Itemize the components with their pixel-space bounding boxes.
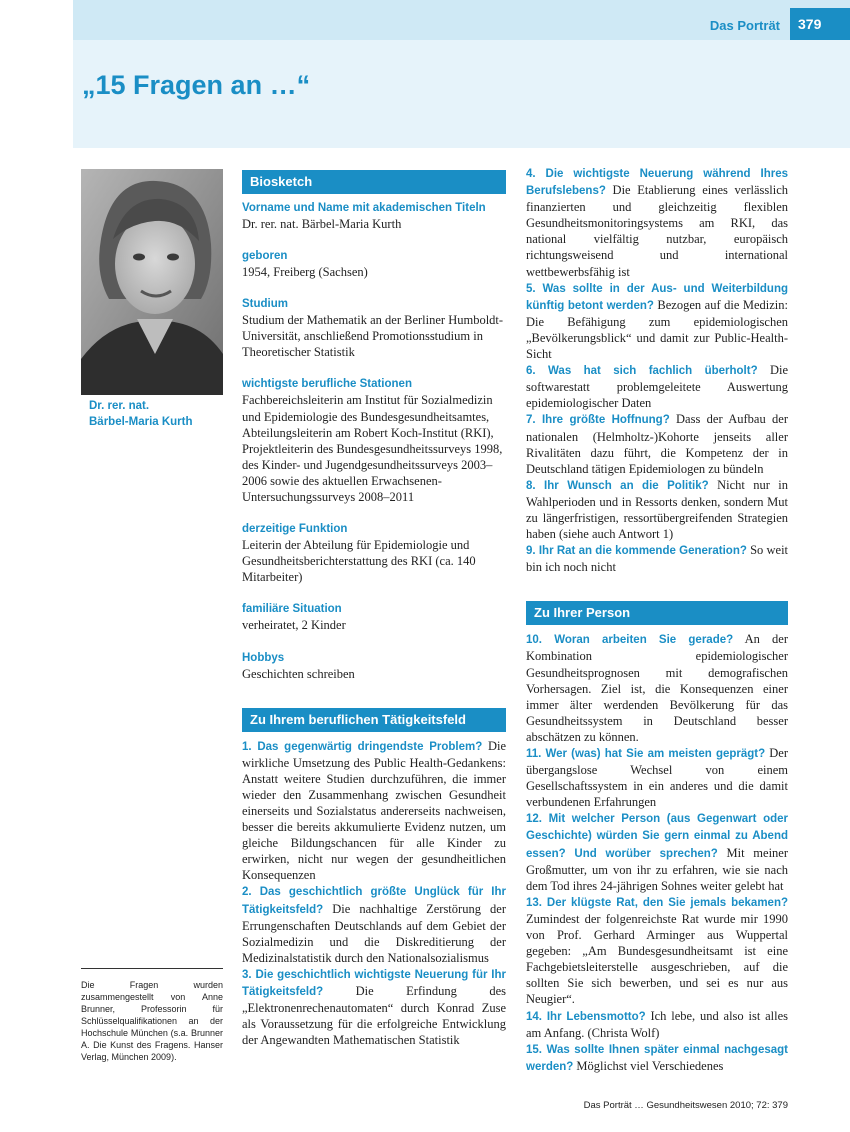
biosketch-field-label: wichtigste berufliche Stationen — [242, 378, 412, 391]
qa-question: 15. Was sollte Ihnen später einmal nachgesagt werden? — [526, 1043, 788, 1073]
qa-answer: So weit bin ich noch nicht — [526, 543, 789, 575]
qa-question: 8. Ihr Wunsch an die Politik? — [526, 479, 709, 492]
qa-item — [526, 1008, 788, 1041]
qa-item — [526, 745, 788, 810]
biosketch-field — [242, 200, 506, 232]
biosketch-field — [242, 521, 506, 585]
person-heading: Zu Ihrer Person — [526, 601, 788, 625]
qa-question: 14. Ihr Lebensmotto? — [526, 1010, 646, 1023]
biosketch-field — [242, 376, 506, 505]
taetigkeitsfeld-qa-list-continued — [526, 165, 788, 575]
biosketch-field-label: Hobbys — [242, 651, 285, 664]
qa-answer: Der übergangslose Wechsel von einem Gesellschaftssystem in ein anderes und die damit verbundenen Erfahrungen — [526, 746, 789, 810]
qa-question: 6. Was hat sich fachlich überholt? — [526, 365, 758, 378]
footnote-divider — [81, 968, 223, 969]
biosketch-field-label: Studium — [242, 298, 288, 311]
biosketch-field — [242, 650, 506, 682]
qa-answer: An der Kombination epidemiologischer Gesundheitsprognosen mit demografischen Vorhersagen. Ziel ist, die Konsequenzen einer immer älter werdenden Bevölkerung für das Gesundheitssystem in Deutschland besser abschätzen zu können. — [526, 632, 789, 744]
qa-item — [526, 631, 788, 745]
qa-answer: Nicht nur in Wahlperioden und in Ressorts denken, sondern Mut zu längerfristigen, ressortübergreifenden Strategien haben (siehe auch Antwort 1) — [526, 477, 788, 542]
qa-item — [526, 411, 788, 476]
photo-caption — [89, 398, 229, 430]
qa-item — [526, 165, 788, 280]
qa-answer: Bezogen auf die Medizin: Die Befähigung zum epidemiologischen „Bevölkerungsblick“ und damit zur Public-Health-Sicht — [526, 297, 789, 362]
qa-item — [526, 542, 788, 575]
qa-question: 5. Was sollte in der Aus- und Weiterbildung künftig betont werden? — [526, 282, 788, 312]
qa-answer: Mit meiner Großmutter, um von ihr zu erfahren, wie sie nach dem Tod ihres 24-jährigen Sohnes weiter gelebt hat — [526, 845, 788, 893]
qa-item — [526, 477, 788, 542]
qa-answer: Möglichst viel Verschiedenes — [576, 1058, 724, 1073]
qa-question: 1. Das gegenwärtig dringendste Problem? — [242, 740, 483, 753]
biosketch-field — [242, 248, 506, 280]
biosketch-heading: Biosketch — [242, 170, 506, 194]
biosketch-field-value: verheiratet, 2 Kinder — [242, 618, 346, 633]
qa-question: 13. Der klügste Rat, den Sie jemals bekamen? — [526, 896, 788, 909]
running-header-section: Das Porträt — [709, 18, 780, 33]
qa-question: 11. Wer (was) hat Sie am meisten geprägt? — [526, 748, 766, 760]
qa-item — [242, 883, 506, 965]
page-title: „15 Fragen an …“ — [82, 70, 311, 100]
portrait-photo — [81, 169, 223, 395]
photo-caption-title: Dr. rer. nat. — [89, 400, 150, 412]
page-footer: Das Porträt … Gesundheitswesen 2010; 72: 379 — [583, 1100, 788, 1111]
biosketch-field-value: Studium der Mathematik an der Berliner Humboldt-Universität, anschließend Promotionsstudium in Theoretischer Statistik — [242, 313, 504, 360]
taetigkeitsfeld-qa-list — [242, 738, 506, 1049]
portrait-illustration — [81, 169, 223, 395]
biosketch-field — [242, 296, 506, 360]
biosketch-field — [242, 601, 506, 633]
qa-item — [526, 810, 788, 893]
biosketch-field-value: Dr. rer. nat. Bärbel-Maria Kurth — [242, 217, 402, 231]
qa-item — [526, 362, 788, 411]
biosketch-field-value: Leiterin der Abteilung für Epidemiologie und Gesundheitsberichterstattung des RKI (ca. 140 Mitarbeiter) — [242, 538, 476, 585]
qa-item — [242, 966, 506, 1048]
biosketch-field-label: Vorname und Name mit akademischen Titeln — [242, 202, 486, 214]
photo-caption-name: Bärbel-Maria Kurth — [89, 416, 193, 428]
qa-answer: Ich lebe, und also ist alles am Anfang. (Christa Wolf) — [526, 1008, 788, 1040]
page-number: 379 — [790, 8, 850, 40]
qa-item — [526, 1041, 788, 1075]
middle-column — [242, 170, 506, 1048]
biosketch-field-value: Fachbereichsleiterin am Institut für Sozialmedizin und Epidemiologie des Bundesgesundheitsamtes, Abteilungsleiterin am Robert Koch-Institut (RKI), Projektleiterin des Bundesgesundheitssurveys 1998, des Kinder- und Jugendgesundheitssurveys 2003–2006 sowie des aktuellen Erwachsenen-Untersuchungssurveys 2008–2011 — [242, 393, 503, 505]
biosketch-field-label: geboren — [242, 250, 288, 263]
qa-answer: Die softwarestatt problemgeleitete Auswertung epidemiologischer Daten — [526, 363, 788, 411]
qa-question: 4. Die wichtigste Neuerung während Ihres Berufslebens? — [526, 168, 788, 198]
qa-answer: Zumindest der folgenreichste Rat wurde mir 1990 von Prof. Gerhard Arminger aus Wuppertal gegeben: „Am Bundesgesundheitsamt ist eine Fachgebietsleiterstelle ausgeschrieben, auf die sollten Sie sich bewerben, und sei es nur aus Neugier“. — [526, 911, 788, 1007]
qa-answer: Die Erfindung des „Elektronenrechenautomaten“ durch Konrad Zuse als Voraussetzung für die erfolgreiche Entwicklung der Angewandten Mathematischen Statistik — [242, 984, 506, 1048]
biosketch-field-value: Geschichten schreiben — [242, 666, 355, 681]
biosketch-field-label: derzeitige Funktion — [242, 523, 348, 536]
right-column — [526, 165, 788, 1075]
qa-item — [526, 280, 788, 362]
person-qa-list — [526, 631, 788, 1075]
footnote: Die Fragen wurden zusammengestellt von Anne Brunner, Professorin für Schlüsselqualifikationen an der Hochschule München (s.a. Brunner A. Die Kunst des Fragens. Hanser Verlag, München 2009). — [81, 980, 223, 1062]
taetigkeitsfeld-heading: Zu Ihrem beruflichen Tätigkeitsfeld — [242, 708, 506, 732]
qa-question: 10. Woran arbeiten Sie gerade? — [526, 634, 734, 647]
biosketch-fields — [242, 200, 506, 682]
qa-question: 9. Ihr Rat an die kommende Generation? — [526, 545, 747, 558]
qa-answer: Dass der Aufbau der nationalen (Helmholtz-)Kohorte jenseits aller Rivalitäten dazu führt, die Kompetenz der in Deutschland tätigen Epidemiologen zu bündeln — [526, 412, 788, 476]
qa-question: 3. Die geschichtlich wichtigste Neuerung für Ihr Tätigkeitsfeld? — [242, 968, 506, 998]
qa-answer: Die wirkliche Umsetzung des Public Health-Gedankens: Anstatt weitere Studien durchzuführen, die immer wieder den Zusammenhang zwischen Gesundheit einerseits und Sozialstatus andererseits nachweisen, besser die bereits akkumulierte Evidenz nutzen, um gleiche Bildungschancen für alle Kinder zu erwirken, nicht nur wegen der gesundheitlichen Konsequenzen — [242, 738, 507, 883]
qa-answer: Die Etablierung eines verlässlich finanzierten und gleichzeitig flexiblen Gesundheitsmonitoringsystems am RKI, das national vielfältig nutzbar, europäisch richtungsweisend und international wettbewerbsfähig ist — [526, 183, 789, 279]
qa-item — [242, 738, 506, 884]
qa-item — [526, 894, 788, 1008]
qa-answer: Die nachhaltige Zerstörung der Errungenschaften Deutschlands auf dem Gebiet der Sozialmedizin und die Diskreditierung der Medizinalstatistik durch den Nationalsozialismus — [242, 901, 506, 965]
qa-question: 2. Das geschichtlich größte Unglück für Ihr Tätigkeitsfeld? — [242, 886, 506, 916]
biosketch-field-value: 1954, Freiberg (Sachsen) — [242, 265, 368, 280]
qa-question: 12. Mit welcher Person (aus Gegenwart oder Geschichte) würden Sie gern einmal zu Abend essen? Und worüber sprechen? — [526, 813, 788, 860]
biosketch-field-label: familiäre Situation — [242, 603, 342, 616]
qa-question: 7. Ihre größte Hoffnung? — [526, 414, 670, 427]
